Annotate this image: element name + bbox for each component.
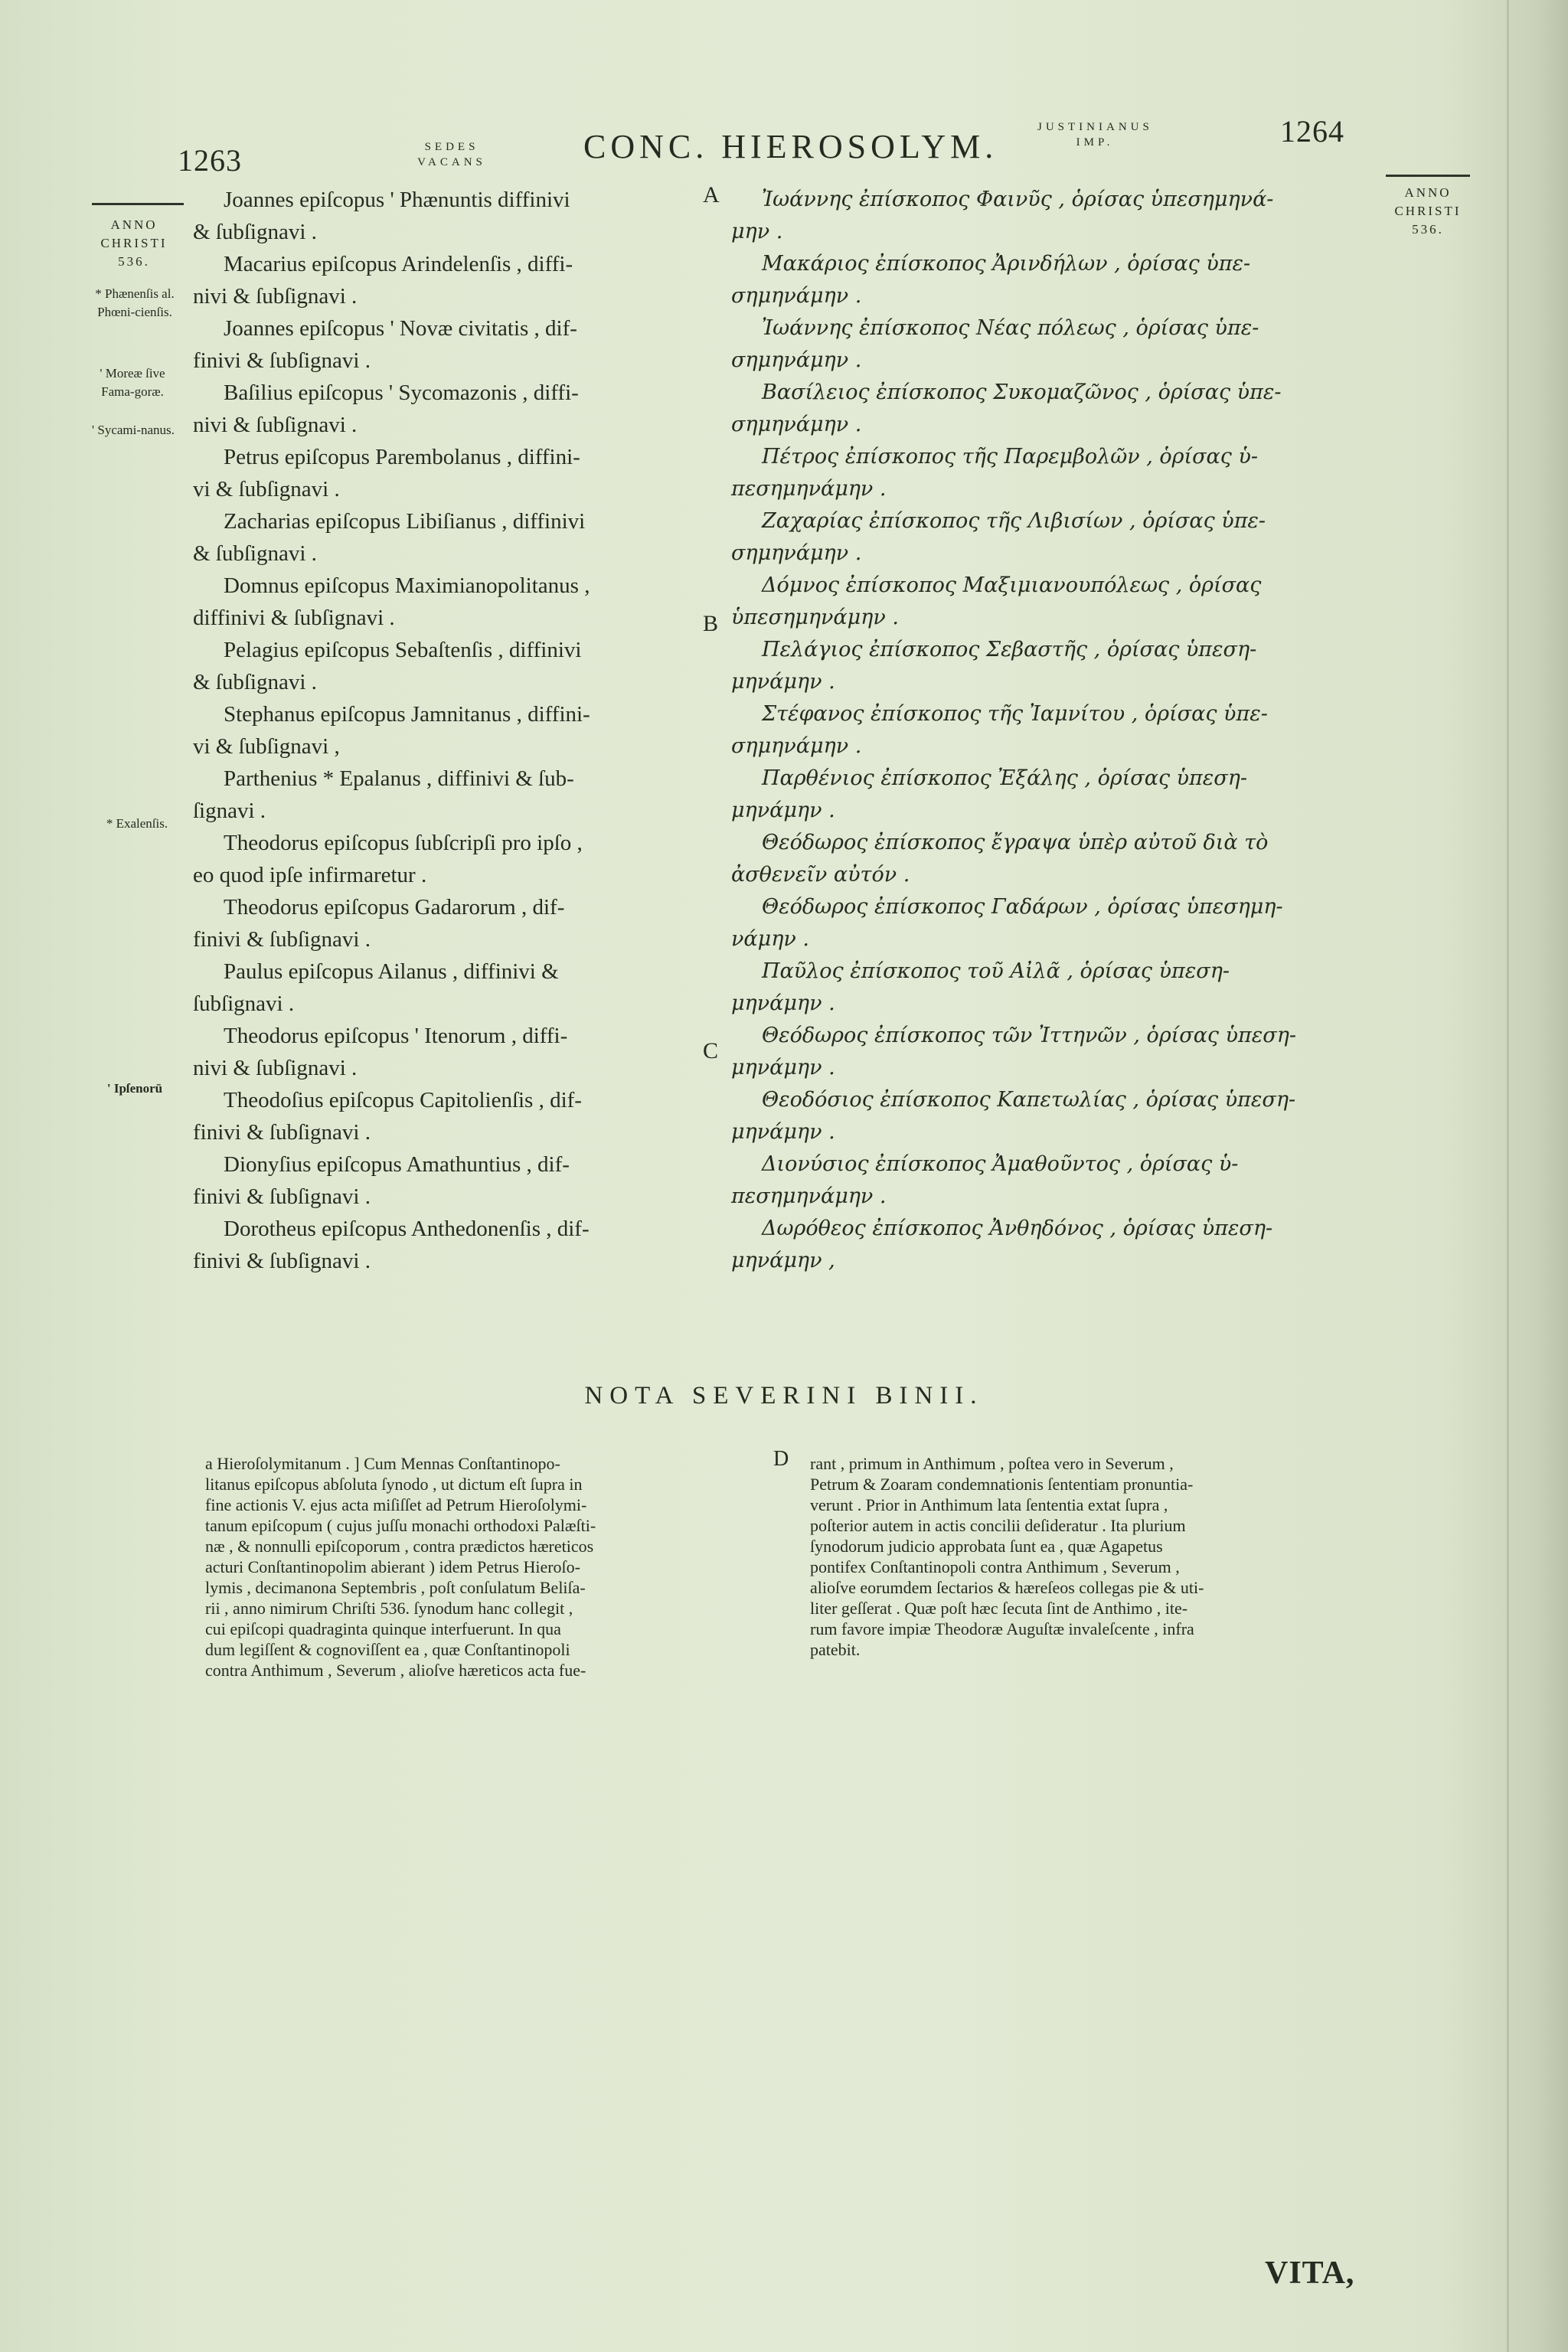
entry-line: Stephanus epiſcopus Jamnitanus , diffini- [224,702,590,727]
latin-signature-entry [193,441,698,505]
entry-line: Domnus epiſcopus Maximianopolitanus , [224,573,590,598]
entry-line: μηνάμην . [731,1120,835,1144]
greek-signature-entry [731,1148,1374,1213]
entry-line: & ſubſignavi . [193,670,317,694]
vacans-text: VACANS [417,156,486,168]
note-line: rum favore impiæ Theodoræ Auguſtæ invaleſcente , infra [810,1619,1194,1638]
entry-line: Παῦλος ἐπίσκοπος τοῦ Αἰλᾶ , ὁρίσας ὑπεση- [762,959,1230,983]
entry-line: nivi & ſubſignavi . [193,1056,358,1080]
imp-text: IMP. [1076,136,1114,149]
latin-signature-entry [193,827,698,891]
entry-line: μηνάμην . [731,799,835,822]
note-line: næ , & nonnulli epiſcoporum , contra prædictos hæreticos [205,1537,594,1556]
greek-signature-entry [731,377,1374,441]
note-line: verunt . Prior in Anthimum lata ſententia extat ſupra , [810,1495,1168,1514]
entry-line: Dionyſius epiſcopus Amathuntius , dif- [224,1152,570,1177]
year-label-left: 536. [118,254,150,269]
entry-line: Δόμνος ἐπίσκοπος Μαξιμιανουπόλεως , ὁρίσας [762,573,1262,597]
greek-signature-entry [731,1213,1374,1277]
entry-line: Zacharias epiſcopus Libiſianus , diffinivi [224,509,586,534]
greek-signature-entry [731,956,1374,1020]
entry-line: Paulus epiſcopus Ailanus , diffinivi & [224,959,559,984]
entry-line: Baſilius epiſcopus ' Sycomazonis , diffi- [224,381,579,405]
note-left-column [205,1453,764,1681]
margin-note-moreae: ' Moreæ ſive Fama-goræ. [100,366,165,399]
entry-line: & ſubſignavi . [193,541,317,566]
note-line: patebit. [810,1640,861,1659]
greek-signature-entry [731,570,1374,634]
latin-signature-entry [193,184,698,248]
margin-rule-left [92,203,184,205]
entry-line: Joannes epiſcopus ' Novæ civitatis , dif- [224,316,577,341]
entry-line: & ſubſignavi . [193,220,317,244]
greek-signature-entry [731,827,1374,891]
page-gutter [1507,0,1509,2352]
entry-line: μηνάμην . [731,991,835,1015]
entry-line: finivi & ſubſignavi . [193,927,371,952]
latin-signature-entry [193,312,698,377]
latin-signature-entry [193,763,698,827]
note-line: pontifex Conſtantinopoli contra Anthimum , Severum , [810,1557,1180,1576]
entry-line: Πελάγιος ἐπίσκοπος Σεβαστῆς , ὁρίσας ὑπεση- [762,638,1257,662]
entry-line: μηνάμην , [731,1249,835,1272]
greek-signature-entry [731,1084,1374,1148]
year-label-right: 536. [1412,222,1444,237]
latin-signature-entry [193,1084,698,1148]
latin-signature-entry [193,377,698,441]
greek-signature-entry [731,763,1374,827]
sedes-label [410,139,494,170]
note-line: fine actionis V. ejus acta miſiſſet ad Petrum Hieroſolymi- [205,1495,587,1514]
note-right-column [810,1453,1392,1660]
entry-line: Ἰωάννης ἐπίσκοπος Φαινῦς , ὁρίσας ὑπεσημηνά- [762,188,1274,211]
entry-line: nivi & ſubſignavi . [193,413,358,437]
entry-line: Δωρόθεος ἐπίσκοπος Ἀνθηδόνος , ὁρίσας ὑπεση- [762,1217,1273,1240]
anno-label-left: ANNO [110,217,158,232]
entry-line: Θεόδωρος ἐπίσκοπος ἔγραψα ὑπὲρ αὐτοῦ διὰ τὸ [762,831,1269,854]
margin-note-sycaminanus: ' Sycami-nanus. [92,423,175,437]
christi-label-right: CHRISTI [1394,204,1462,218]
note-line: rant , primum in Anthimum , poſtea vero in Severum , [810,1454,1174,1473]
entry-line: σημηνάμην . [731,348,862,372]
note-line: dum legiſſent & cognoviſſent ea , quæ Conſtantinopoli [205,1640,570,1659]
entry-line: Πέτρος ἐπίσκοπος τῆς Παρεμβολῶν , ὁρίσας ὑ- [762,445,1258,469]
entry-line: Petrus epiſcopus Parembolanus , diffini- [224,445,580,469]
entry-line: Theodorus epiſcopus Gadarorum , dif- [224,895,565,920]
entry-line: μηνάμην . [731,1056,835,1080]
entry-line: Θεόδωρος ἐπίσκοπος τῶν Ἰττηνῶν , ὁρίσας ὑπεση- [762,1024,1297,1047]
entry-line: σημηνάμην . [731,734,862,758]
latin-column [193,184,698,1277]
margin-note-exalensis: * Exalenſis. [106,816,168,831]
entry-line: σημηνάμην . [731,284,862,308]
note-line: a Hieroſolymitanum . ] Cum Mennas Conſtantinopo- [205,1454,560,1473]
entry-line: ἀσθενεῖν αὐτόν . [731,863,910,887]
sedes-text: SEDES [424,141,479,153]
note-line: tanum epiſcopum ( cujus juſſu monachi orthodoxi Palæſti- [205,1516,596,1535]
entry-line: vi & ſubſignavi , [193,734,340,759]
entry-line: Θεόδωρος ἐπίσκοπος Γαδάρων , ὁρίσας ὑπεσημη- [762,895,1283,919]
section-mark-d: D [773,1447,789,1471]
latin-signature-entry [193,248,698,312]
entry-line: ὑπεσημηνάμην . [731,606,899,629]
entry-line: finivi & ſubſignavi . [193,1120,371,1145]
nota-heading: NOTA SEVERINI BINII. [584,1382,984,1410]
latin-signature-entry [193,1020,698,1084]
entry-line: eo quod ipſe infirmaretur . [193,863,427,887]
note-line: acturi Conſtantinopolim abierant ) idem Petrus Hieroſo- [205,1557,580,1576]
entry-line: finivi & ſubſignavi . [193,1184,371,1209]
catchword: VITA, [1265,2256,1355,2291]
entry-line: Βασίλειος ἐπίσκοπος Συκομαζῶνος , ὁρίσας ὑπε- [762,381,1282,404]
greek-signature-entry [731,441,1374,505]
latin-signature-entry [193,634,698,698]
note-line: contra Anthimum , Severum , alioſve hæreticos acta fue- [205,1661,586,1680]
entry-line: μηνάμην . [731,670,835,694]
entry-line: nivi & ſubſignavi . [193,284,358,309]
entry-line: πεσημηνάμην . [731,477,887,501]
entry-line: νάμην . [731,927,809,951]
running-title: CONC. HIEROSOLYM. [583,128,998,165]
greek-signature-entry [731,312,1374,377]
latin-signature-entry [193,505,698,570]
justinianus-text: JUSTINIANUS [1037,121,1153,133]
greek-signature-entry [731,634,1374,698]
entry-line: Παρθένιος ἐπίσκοπος Ἐξάλης , ὁρίσας ὑπεση- [762,766,1248,790]
entry-line: diffinivi & ſubſignavi . [193,606,395,630]
note-line: alioſve eorumdem ſectarios & hæreſeos collegas pie & uti- [810,1578,1204,1597]
latin-signature-entry [193,1213,698,1277]
entry-line: Μακάριος ἐπίσκοπος Ἀρινδήλων , ὁρίσας ὑπε- [762,252,1251,276]
latin-signature-entry [193,698,698,763]
note-line: poſterior autem in actis concilii deſideratur . Ita plurium [810,1516,1186,1535]
note-line: lymis , decimanona Septembris , poſt conſulatum Beliſa- [205,1578,586,1597]
note-line: ſynodorum judicio approbata ſunt ea , quæ Agapetus [810,1537,1163,1556]
note-line: rii , anno nimirum Chriſti 536. ſynodum hanc collegit , [205,1599,573,1618]
entry-line: Dorotheus epiſcopus Anthedonenſis , dif- [224,1217,590,1241]
christi-label-left: CHRISTI [100,236,168,250]
entry-line: Theodorus epiſcopus ſubſcripſi pro ipſo , [224,831,583,855]
greek-signature-entry [731,248,1374,312]
entry-line: πεσημηνάμην . [731,1184,887,1208]
anno-christi-right [1378,184,1478,239]
greek-column [731,184,1374,1277]
section-mark-b: B [703,611,719,636]
entry-line: Pelagius epiſcopus Sebaſtenſis , diffinivi [224,638,582,662]
section-mark-a: A [703,182,720,207]
entry-line: finivi & ſubſignavi . [193,348,371,373]
entry-line: Ἰωάννης ἐπίσκοπος Νέας πόλεως , ὁρίσας ὑπε- [762,316,1259,340]
latin-signature-entry [193,891,698,956]
note-line: litanus epiſcopus abſoluta ſynodo , ut dictum eſt ſupra in [205,1475,583,1494]
entry-line: finivi & ſubſignavi . [193,1249,371,1273]
entry-line: Ζαχαρίας ἐπίσκοπος τῆς Λιβισίων , ὁρίσας ὑπε- [762,509,1266,533]
entry-line: vi & ſubſignavi . [193,477,340,501]
margin-note-phaenensis: * Phænenſis al. Phœni-cienſis. [95,286,175,319]
entry-line: Macarius epiſcopus Arindelenſis , diffi- [224,252,573,276]
entry-line: Διονύσιος ἐπίσκοπος Ἀμαθοῦντος , ὁρίσας ὑ- [762,1152,1239,1176]
greek-signature-entry [731,891,1374,956]
entry-line: Joannes epiſcopus ' Phænuntis diffinivi [224,188,570,212]
greek-signature-entry [731,698,1374,763]
margin-rule-right [1386,175,1470,177]
right-page-number: 1264 [1280,114,1344,149]
note-line: liter geſſerat . Quæ poſt hæc ſecuta ſint de Anthimo , ite- [810,1599,1188,1618]
entry-line: Theodoſius epiſcopus Capitolienſis , dif- [224,1088,582,1112]
latin-signature-entry [193,1148,698,1213]
entry-line: σημηνάμην . [731,541,862,565]
section-mark-c: C [703,1038,719,1063]
greek-signature-entry [731,184,1374,248]
entry-line: μην . [731,220,783,243]
greek-signature-entry [731,505,1374,570]
latin-signature-entry [193,570,698,634]
anno-christi-left [84,216,184,271]
entry-line: Θεοδόσιος ἐπίσκοπος Καπετωλίας , ὁρίσας ὑπεση- [762,1088,1296,1112]
left-page-number: 1263 [178,143,242,178]
greek-signature-entry [731,1020,1374,1084]
anno-label-right: ANNO [1404,185,1452,200]
emperor-label [1037,119,1152,150]
entry-line: ſignavi . [193,799,266,823]
entry-line: σημηνάμην . [731,413,862,436]
entry-line: Στέφανος ἐπίσκοπος τῆς Ἰαμνίτου , ὁρίσας ὑπε- [762,702,1268,726]
latin-signature-entry [193,956,698,1020]
note-line: Petrum & Zoaram condemnationis ſententiam pronuntia- [810,1475,1194,1494]
entry-line: ſubſignavi . [193,991,295,1016]
note-line: cui epiſcopi quadraginta quinque interfuerunt. In qua [205,1619,561,1638]
entry-line: Theodorus epiſcopus ' Itenorum , diffi- [224,1024,568,1048]
entry-line: Parthenius * Epalanus , diffinivi & ſub- [224,766,574,791]
margin-note-ipsenorum: ' Ipſenorū [106,1081,163,1096]
